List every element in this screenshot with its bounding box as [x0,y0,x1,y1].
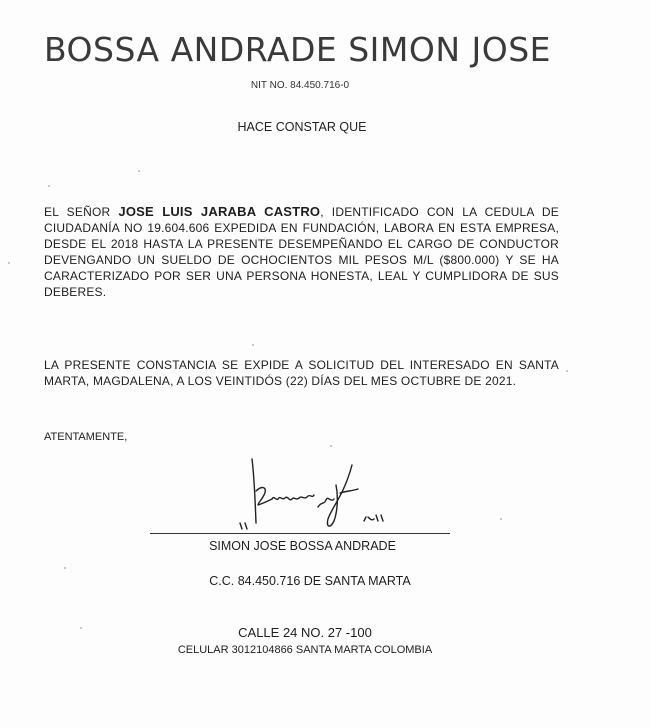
company-phone: CELULAR 3012104866 SANTA MARTA COLOMBIA [177,644,433,656]
closing-salutation: ATENTAMENTE, [44,431,128,443]
handwritten-signature [228,455,388,535]
employee-name: JOSE LUIS JARABA CASTRO [118,204,321,219]
scan-speck [8,262,10,264]
signer-name: SIMON JOSE BOSSA ANDRADE [209,539,396,553]
signer-id: C.C. 84.450.716 DE SANTA MARTA [209,574,411,588]
scan-speck [500,518,502,520]
scan-speck [330,445,332,447]
company-name: BOSSA ANDRADE SIMON JOSE [44,30,551,69]
nit-number: NIT NO. 84.450.716-0 [250,80,350,91]
paragraph-prefix: EL SEÑOR [44,205,119,219]
certificate-heading: HACE CONSTAR QUE [237,120,367,134]
scan-speck [80,627,82,629]
scan-speck [64,567,66,569]
signature-line [150,533,450,534]
scan-speck [566,370,568,372]
scan-speck [138,170,140,172]
scan-speck [252,344,254,346]
issuance-paragraph: LA PRESENTE CONSTANCIA SE EXPIDE A SOLICITUD DEL INTERESADO EN SANTA MARTA, MAGDALENA, A LOS VEINTIDÓS (22) DÍAS DEL MES OCTUBRE DE 2021. [44,358,559,388]
scan-speck [48,185,50,187]
certificate-body-paragraph [44,204,559,300]
company-address: CALLE 24 NO. 27 -100 [238,625,372,640]
paragraph-text: , IDENTIFICADO CON LA CEDULA DE CIUDADANÍA NO 19.604.606 EXPEDIDA EN FUNDACIÓN, LABORA EN ESTA EMPRESA, DESDE EL 2018 HASTA LA PRESENTE DESEMPEÑANDO EL CARGO DE CONDUCTOR DEVENGANDO UN SUELDO DE OCHOCIENTOS MIL PESOS M/L ($800.000) Y SE HA CARACTERIZADO POR SER UNA PERSONA HONESTA, LEAL Y CUMPLIDORA DE SUS DEBERES. [44,205,559,299]
